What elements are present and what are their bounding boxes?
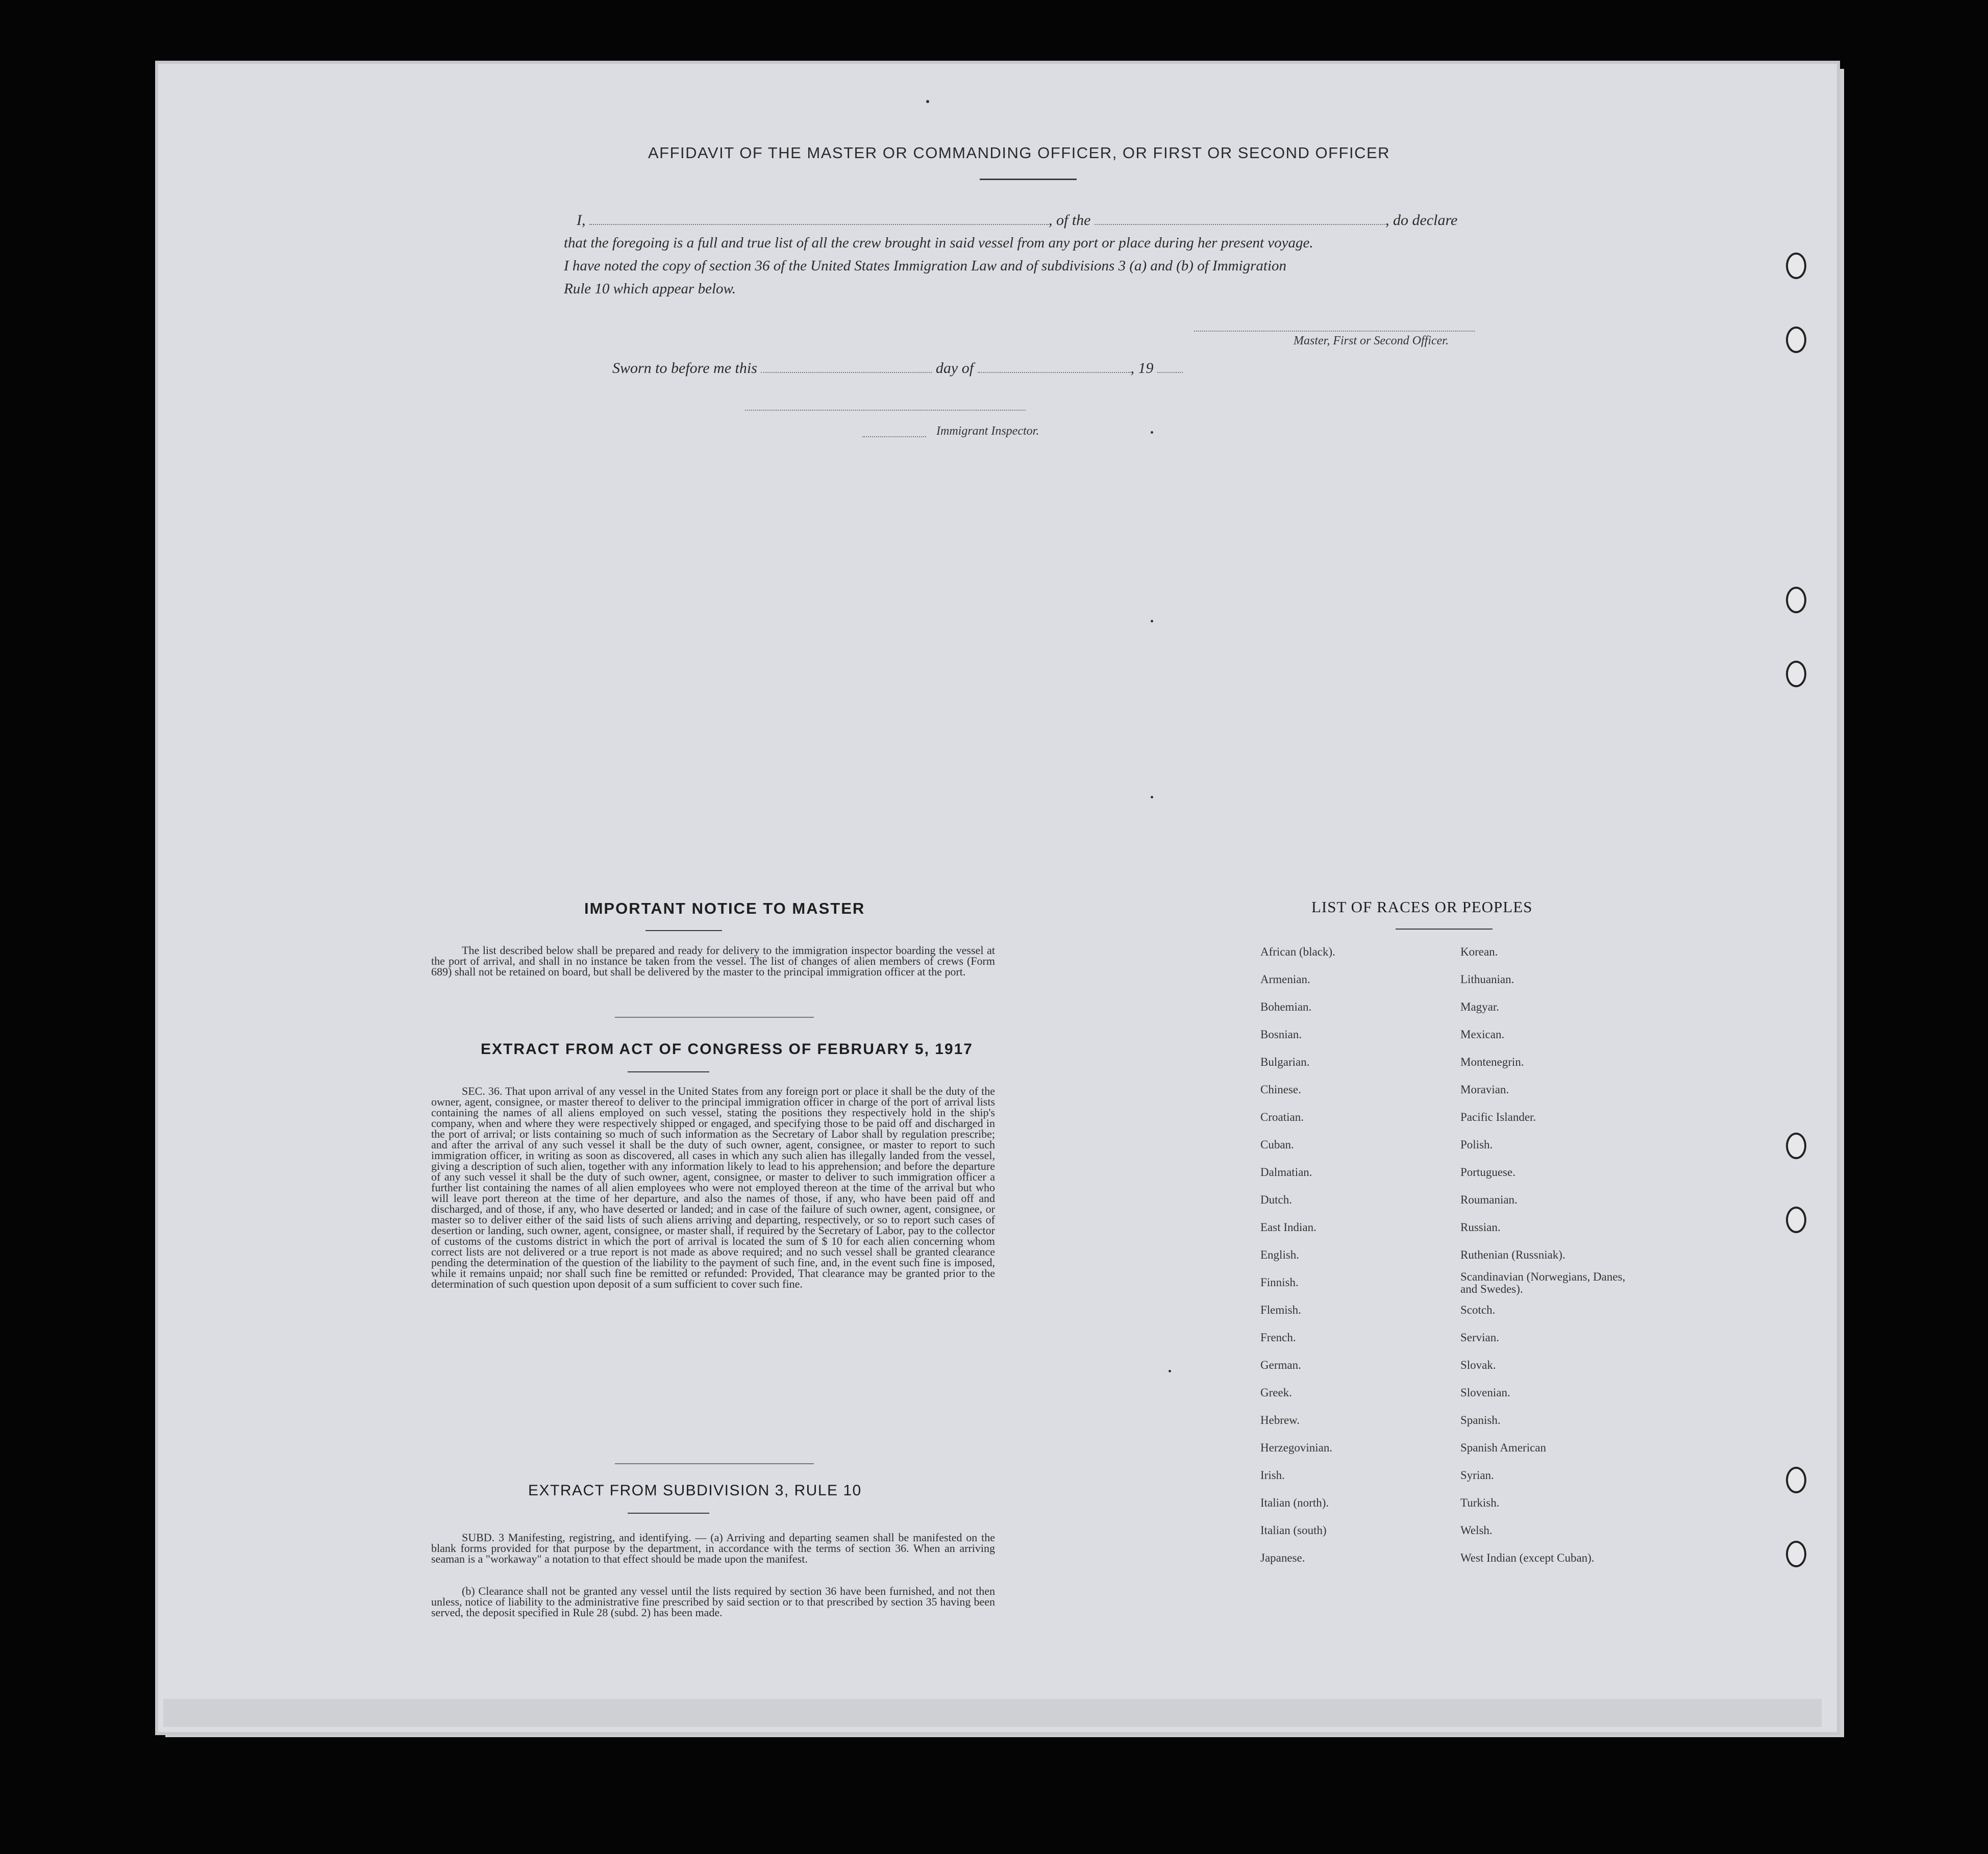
race-item: Bohemian. [1260, 1000, 1312, 1013]
inspector-signature-label: Immigrant Inspector. [936, 424, 1039, 438]
race-item: German. [1260, 1359, 1301, 1371]
race-item: Slovenian. [1460, 1386, 1510, 1399]
punch-hole [1786, 253, 1806, 279]
race-item: Dutch. [1260, 1193, 1292, 1206]
race-item: Slovak. [1460, 1359, 1496, 1371]
sworn-day-blank [761, 371, 932, 373]
race-item: Lithuanian. [1460, 973, 1514, 986]
races-title: LIST OF RACES OR PEOPLES [1311, 898, 1533, 916]
race-item: East Indian. [1260, 1221, 1316, 1234]
race-item: English. [1260, 1248, 1300, 1261]
race-item: Bulgarian. [1260, 1056, 1310, 1068]
race-item: Polish. [1460, 1138, 1493, 1151]
affidavit-line-2: that the foregoing is a full and true list of all the crew brought in said vessel from any port or place during her present voyage. [564, 235, 1313, 251]
race-item: Montenegrin. [1460, 1056, 1524, 1068]
race-item: Croatian. [1260, 1111, 1304, 1123]
master-signature-label: Master, First or Second Officer. [1294, 334, 1449, 347]
punch-hole [1786, 327, 1806, 353]
race-item: Portuguese. [1460, 1166, 1515, 1179]
scan-speck [1151, 796, 1153, 798]
master-signature-line [1194, 331, 1475, 332]
punch-hole [1786, 1467, 1806, 1493]
race-item: Roumanian. [1460, 1193, 1518, 1206]
race-item: Welsh. [1460, 1524, 1493, 1537]
race-item: Finnish. [1260, 1276, 1299, 1289]
punch-hole [1786, 661, 1806, 687]
race-item: Pacific Islander. [1460, 1111, 1536, 1123]
punch-hole [1786, 587, 1806, 613]
sheet-bottom-edge [163, 1699, 1822, 1727]
sworn-month-blank [978, 371, 1131, 373]
scan-speck [1151, 431, 1153, 434]
race-item: Spanish American [1460, 1441, 1546, 1454]
race-item: Magyar. [1460, 1000, 1500, 1013]
extract-rule-para-b: (b) Clearance shall not be granted any vessel until the lists required by section 36 have been furnished, and not then unless, notice of liability to the administrative fine prescribed by said section or to that prescribed by section 35 having been served, the deposit specified in Rule 28 (subd. 2) has been made. [431, 1585, 995, 1619]
extract-act-body: SEC. 36. That upon arrival of any vessel in the United States from any foreign port or place it shall be the duty of the owner, agent, consignee, or master thereof to deliver to the principal immigration officer in charge of the port of arrival lists containing the names of all aliens employed on such vessel, stating the positions they respectively hold in the ship's company, when and where they were respectively shipped or engaged, and specifying those to be paid off and discharged in the port of arrival; or lists containing so much of such information as the Secretary of Labor shall by regulation prescribe; and after the arrival of any such vessel it shall be the duty of such owner, agent, consignee, or master to report to such immigration officer, in writing as soon as discovered, all cases in which any such alien has illegally landed from the vessel, giving a description of such alien, together with any information likely to lead to his apprehension; and before the departure of any such vessel it shall be the duty of such owner, agent, consignee, or master to deliver to such immigration officer a further list containing the names of all alien employees who were not employed thereon at the time of the arrival but who will leave port thereon at the time of her departure, and also the names of those, if any, who have been paid off and discharged, and of those, if any, who have deserted or landed; and in case of the failure of such owner, agent, consignee, or master so to deliver either of the said lists of such aliens arriving and departing, respectively, or so to report such cases of desertion or landing, such owner, agent, consignee, or master shall, if required by the Secretary of Labor, pay to the collector of customs of the customs district in which the port of arrival is located the sum of $ 10 for each alien concerning whom correct lists are not delivered or a true report is not made as above required; and no such vessel shall be granted clearance pending the determination of the question of the liability to the payment of such fine, and, in the event such fine is imposed, while it remains unpaid; nor shall such fine be remitted or refunded: Provided, That clearance may be granted prior to the determination of such question upon deposit of a sum sufficient to cover such fine. [431, 1085, 995, 1290]
extract-act-title: EXTRACT FROM ACT OF CONGRESS OF FEBRUARY 5, 1917 [481, 1041, 973, 1058]
notice-separator [615, 1017, 814, 1018]
sworn-year: , 19 [1130, 360, 1154, 377]
sworn-line [612, 360, 1183, 377]
name-blank [589, 223, 1049, 225]
race-item: Moravian. [1460, 1083, 1509, 1096]
document-sheet [158, 64, 1837, 1732]
race-item: Ruthenian (Russniak). [1460, 1248, 1565, 1261]
race-item: Spanish. [1460, 1414, 1501, 1426]
race-item: Italian (north). [1260, 1496, 1329, 1509]
race-item: Syrian. [1460, 1469, 1494, 1482]
race-item: African (black). [1260, 945, 1335, 958]
race-item: French. [1260, 1331, 1296, 1344]
punch-hole [1786, 1207, 1806, 1233]
affidavit-title: AFFIDAVIT OF THE MASTER OR COMMANDING OFFICER, OR FIRST OR SECOND OFFICER [648, 144, 1390, 162]
race-item: Italian (south) [1260, 1524, 1327, 1537]
extract-rule-para-a: SUBD. 3 Manifesting, registring, and identifying. — (a) Arriving and departing seamen shall be manifested on the blank forms provided for that purpose by the department, in accordance with the terms of section 36. When an arriving seaman is a "workaway" a notation to that effect should be made upon the manifest. [431, 1531, 995, 1565]
race-item: Armenian. [1260, 973, 1310, 986]
vessel-blank [1095, 223, 1385, 225]
affidavit-line-3: I have noted the copy of section 36 of the United States Immigration Law and of subdivisions 3 (a) and (b) of Immigration [564, 258, 1287, 274]
inspector-signature-line [745, 410, 1026, 411]
race-item: Dalmatian. [1260, 1166, 1312, 1179]
extract-act-rule [628, 1071, 709, 1072]
race-item: Turkish. [1460, 1496, 1500, 1509]
affidavit-of-the: , of the [1049, 212, 1091, 229]
affidavit-line-1 [577, 212, 1510, 229]
affidavit-declare: , do declare [1385, 212, 1458, 229]
race-item: Mexican. [1460, 1028, 1505, 1041]
scan-speck [926, 100, 929, 103]
race-item: Bosnian. [1260, 1028, 1302, 1041]
race-item: Irish. [1260, 1469, 1285, 1482]
race-item: Greek. [1260, 1386, 1292, 1399]
punch-hole [1786, 1133, 1806, 1159]
race-item: Cuban. [1260, 1138, 1294, 1151]
notice-body: The list described below shall be prepared and ready for delivery to the immigration inspector boarding the vessel at the port of arrival, and shall in no instance be taken from the vessel. The list of changes of alien members of crews (Form 689) shall not be retained on board, but shall be delivered by the master to the principal immigration officer at the port. [431, 944, 995, 978]
extract-rule-title: EXTRACT FROM SUBDIVISION 3, RULE 10 [528, 1482, 862, 1499]
race-item: Flemish. [1260, 1304, 1301, 1316]
race-item: Scotch. [1460, 1304, 1496, 1316]
notice-title: IMPORTANT NOTICE TO MASTER [584, 899, 865, 917]
scan-speck [1169, 1370, 1171, 1372]
race-item: West Indian (except Cuban). [1460, 1551, 1595, 1564]
affidavit-line-4: Rule 10 which appear below. [564, 281, 736, 297]
race-item: Servian. [1460, 1331, 1500, 1344]
inspector-signature-dots [862, 436, 926, 437]
sworn-day: day of [935, 360, 974, 377]
scan-speck [1151, 620, 1153, 622]
races-rule [1396, 929, 1493, 930]
sworn-prefix: Sworn to before me this [612, 360, 757, 377]
race-item: Hebrew. [1260, 1414, 1300, 1426]
extract-rule-rule [628, 1513, 709, 1514]
punch-hole [1786, 1541, 1806, 1567]
affidavit-title-rule [980, 179, 1077, 180]
affidavit-i: I, [577, 212, 586, 229]
race-item: Scandinavian (Norwegians, Danes, and Swedes). [1460, 1270, 1626, 1295]
race-item: Japanese. [1260, 1551, 1305, 1564]
race-item: Russian. [1460, 1221, 1501, 1234]
notice-rule [645, 930, 722, 931]
race-item: Chinese. [1260, 1083, 1301, 1096]
sworn-year-blank [1157, 371, 1183, 373]
race-item: Herzegovinian. [1260, 1441, 1333, 1454]
extract-act-separator [615, 1463, 814, 1464]
race-item: Korean. [1460, 945, 1498, 958]
